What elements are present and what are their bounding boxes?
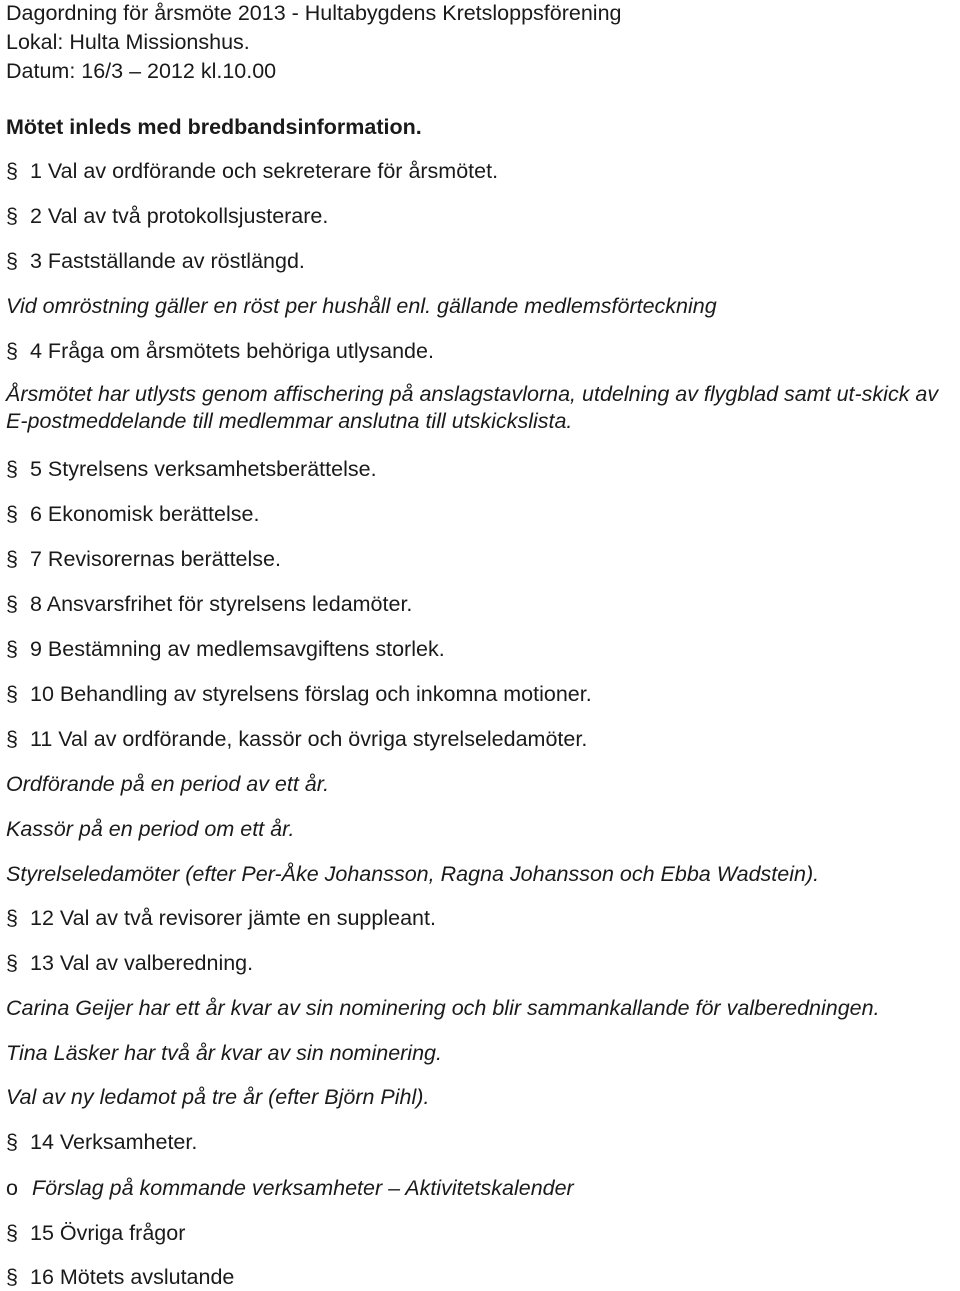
- note-voting: Vid omröstning gäller en röst per hushåll enl. gällande medlemsförteckning: [6, 294, 717, 318]
- agenda-item-text: 15 Övriga frågor: [30, 1221, 186, 1245]
- section-bullet-icon: §: [6, 339, 18, 363]
- note-chair-term: Ordförande på en period av ett år.: [6, 772, 330, 796]
- document-title: Dagordning för årsmöte 2013 - Hultabygdens Kretsloppsförening: [6, 1, 622, 25]
- note-treasurer-term: Kassör på en period om ett år.: [6, 817, 295, 841]
- note-board-members: Styrelseledamöter (efter Per-Åke Johansson, Ragna Johansson och Ebba Wadstein).: [6, 862, 820, 886]
- note-nomination-tina: Tina Läsker har två år kvar av sin nominering.: [6, 1041, 442, 1065]
- agenda-item-text: 8 Ansvarsfrihet för styrelsens ledamöter.: [30, 592, 413, 616]
- section-bullet-icon: §: [6, 592, 18, 616]
- section-bullet-icon: §: [6, 1221, 18, 1245]
- agenda-item-text: 4 Fråga om årsmötets behöriga utlysande.: [30, 339, 434, 363]
- sub-item-activities: [6, 1175, 574, 1201]
- section-bullet-icon: §: [6, 249, 18, 273]
- agenda-item-text: 10 Behandling av styrelsens förslag och inkomna motioner.: [30, 682, 592, 706]
- section-bullet-icon: §: [6, 1130, 18, 1154]
- agenda-item-16: [6, 1264, 234, 1290]
- agenda-item-2: [6, 203, 328, 229]
- section-bullet-icon: §: [6, 159, 18, 183]
- agenda-item-text: 2 Val av två protokollsjusterare.: [30, 204, 329, 228]
- agenda-item-9: [6, 636, 445, 662]
- intro-heading: Mötet inleds med bredbandsinformation.: [6, 115, 422, 139]
- meeting-date: Datum: 16/3 – 2012 kl.10.00: [6, 59, 277, 83]
- agenda-item-13: [6, 950, 253, 976]
- circle-bullet-icon: o: [6, 1176, 18, 1200]
- section-bullet-icon: §: [6, 547, 18, 571]
- agenda-item-text: 16 Mötets avslutande: [30, 1265, 235, 1289]
- section-bullet-icon: §: [6, 951, 18, 975]
- agenda-item-text: 11 Val av ordförande, kassör och övriga styrelseledamöter.: [30, 727, 588, 751]
- agenda-item-text: 9 Bestämning av medlemsavgiftens storlek.: [30, 637, 445, 661]
- agenda-item-text: 3 Fastställande av röstlängd.: [30, 249, 305, 273]
- agenda-item-text: 5 Styrelsens verksamhetsberättelse.: [30, 457, 377, 481]
- section-bullet-icon: §: [6, 457, 18, 481]
- agenda-item-10: [6, 681, 592, 707]
- agenda-item-3: [6, 248, 305, 274]
- agenda-item-5: [6, 456, 377, 482]
- agenda-item-text: 6 Ekonomisk berättelse.: [30, 502, 260, 526]
- section-bullet-icon: §: [6, 204, 18, 228]
- agenda-item-text: 12 Val av två revisorer jämte en suppleant.: [30, 906, 436, 930]
- agenda-item-12: [6, 905, 436, 931]
- note-nomination-carina: Carina Geijer har ett år kvar av sin nominering och blir sammankallande för valberedningen.: [6, 996, 880, 1020]
- note-new-member: Val av ny ledamot på tre år (efter Björn Pihl).: [6, 1085, 430, 1109]
- section-bullet-icon: §: [6, 1265, 18, 1289]
- sub-item-text: Förslag på kommande verksamheter – Aktivitetskalender: [32, 1176, 574, 1200]
- agenda-item-6: [6, 501, 259, 527]
- agenda-item-text: 7 Revisorernas berättelse.: [30, 547, 281, 571]
- agenda-item-8: [6, 591, 412, 617]
- section-bullet-icon: §: [6, 682, 18, 706]
- agenda-item-4: [6, 338, 434, 364]
- meeting-location: Lokal: Hulta Missionshus.: [6, 30, 250, 54]
- agenda-item-text: 14 Verksamheter.: [30, 1130, 198, 1154]
- section-bullet-icon: §: [6, 906, 18, 930]
- agenda-item-15: [6, 1220, 185, 1246]
- agenda-item-11: [6, 726, 587, 752]
- agenda-item-text: 1 Val av ordförande och sekreterare för årsmötet.: [30, 159, 499, 183]
- section-bullet-icon: §: [6, 637, 18, 661]
- note-announcement: Årsmötet har utlysts genom affischering på anslagstavlorna, utdelning av flygblad samt ut-skick av E-postmeddelande till medlemmar anslutna till utskickslista.: [6, 382, 939, 433]
- agenda-item-1: [6, 158, 498, 184]
- agenda-item-14: [6, 1129, 197, 1155]
- agenda-item-text: 13 Val av valberedning.: [30, 951, 254, 975]
- section-bullet-icon: §: [6, 727, 18, 751]
- section-bullet-icon: §: [6, 502, 18, 526]
- agenda-item-7: [6, 546, 281, 572]
